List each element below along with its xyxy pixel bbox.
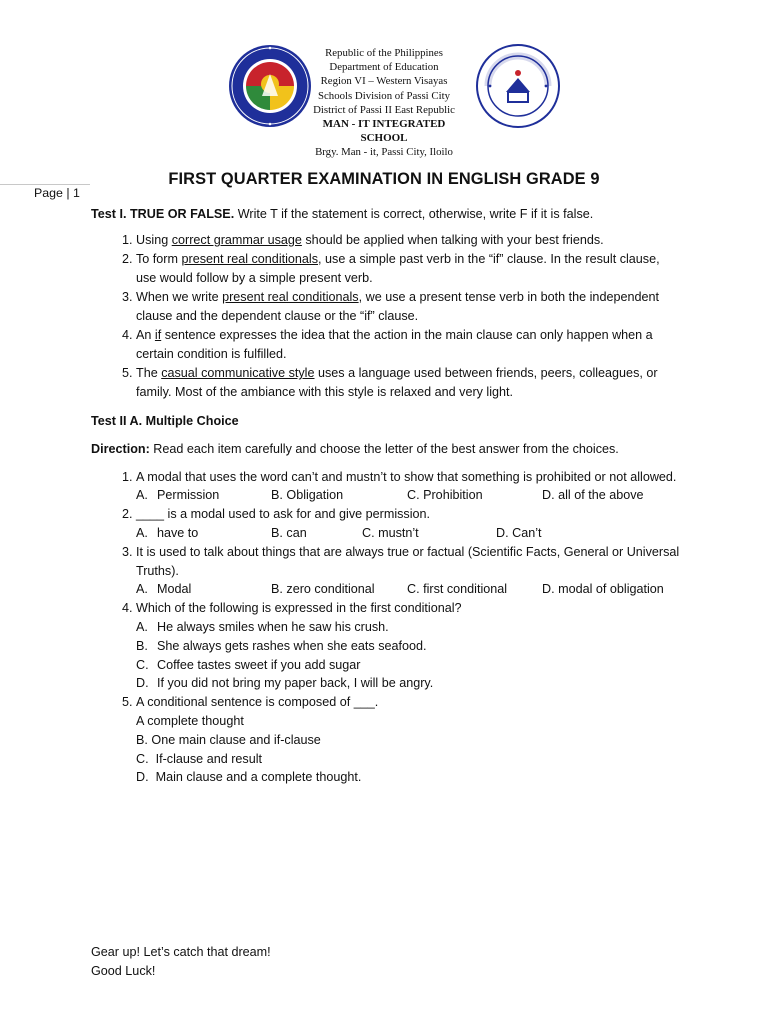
option-text: If you did not bring my paper back, I will be angry. <box>157 676 434 691</box>
option-text: C. Prohibition <box>407 488 483 503</box>
option-text: Modal <box>157 582 192 597</box>
school-seal-right <box>476 44 560 128</box>
test2-heading: Test II A. Multiple Choice <box>91 413 239 428</box>
mc-question <box>136 693 681 787</box>
item-text: , we use a present tense verb in both the independent clause and the dependent clause or the “if” clause. <box>136 289 659 323</box>
option-letter: D. <box>136 770 149 785</box>
option <box>136 674 681 693</box>
option <box>271 486 407 505</box>
option-text: Main clause and a complete thought. <box>155 770 362 785</box>
option-text: A complete thought <box>136 714 244 729</box>
option-letter: C. <box>136 657 149 672</box>
option-text: If-clause and result <box>155 751 262 766</box>
option-letter: A. <box>136 488 148 503</box>
question-text: Which of the following is expressed in the first conditional? <box>136 601 462 616</box>
option <box>496 524 542 543</box>
option-text: Permission <box>157 488 220 503</box>
item-text: When we write <box>136 289 223 304</box>
option <box>407 486 542 505</box>
option-text: She always gets rashes when she eats seafood. <box>157 638 427 653</box>
option <box>136 637 681 656</box>
item-text: To form <box>136 251 182 266</box>
closing-line: Good Luck! <box>91 963 156 978</box>
option <box>136 712 681 731</box>
option-letter: B. <box>136 638 148 653</box>
option <box>271 524 362 543</box>
option <box>136 731 681 750</box>
item-underlined: present real conditionals <box>222 289 359 304</box>
question-text: A modal that uses the word can’t and mustn’t to show that something is prohibited or not allowed. <box>136 469 677 484</box>
letterhead-line: Region VI – Western Visayas <box>320 75 448 88</box>
test1-item <box>136 364 681 402</box>
option-text: B. zero conditional <box>271 582 375 597</box>
test2-list <box>91 468 681 788</box>
item-underlined: present real conditionals <box>181 251 319 266</box>
option-letter: A. <box>136 582 148 597</box>
letterhead-line: Republic of the Philippines <box>325 47 443 59</box>
question-text: It is used to talk about things that are always true or factual (Scientific Facts, General or Universal Truths). <box>136 544 680 578</box>
item-text: Using <box>136 233 172 247</box>
option <box>542 580 664 599</box>
item-text: sentence expresses the idea that the action in the main clause can only happen when a certain condition is fulfilled. <box>136 327 653 361</box>
letterhead-line: Department of Education <box>329 61 439 74</box>
test1-item <box>136 326 681 364</box>
option-text: D. modal of obligation <box>542 582 664 597</box>
test1-item <box>136 231 681 250</box>
option-row <box>136 486 681 505</box>
test1-heading: Test I. TRUE OR FALSE. <box>91 207 235 221</box>
page-number: Page | 1 <box>34 186 80 200</box>
test1-instruction: Write T if the statement is correct, otherwise, write F if it is false. <box>234 207 594 221</box>
option <box>136 750 681 769</box>
letterhead-line: District of Passi II East Republic <box>313 103 455 116</box>
letterhead <box>300 46 468 160</box>
test1-heading-line <box>91 205 681 223</box>
item-text: uses a language used between friends, peers, colleagues, or family. Most of the ambiance with this style is relaxed and very light. <box>136 366 658 399</box>
option-text: have to <box>157 526 199 541</box>
option <box>542 486 644 505</box>
test1-item <box>136 250 681 288</box>
option-letter: C. <box>136 751 149 766</box>
option-text: D. Can’t <box>496 526 542 541</box>
item-underlined: correct grammar usage <box>171 233 302 247</box>
option-text: D. all of the above <box>542 488 644 503</box>
option <box>136 486 271 505</box>
option-list <box>136 712 681 787</box>
mc-question <box>136 543 681 599</box>
option <box>136 768 681 787</box>
option-letter: A. <box>136 526 148 541</box>
exam-title: FIRST QUARTER EXAMINATION IN ENGLISH GRADE 9 <box>168 170 600 188</box>
option-text: B. can <box>271 526 307 541</box>
option <box>136 618 681 637</box>
direction-line <box>91 440 681 458</box>
option <box>362 524 496 543</box>
option-text: Coffee tastes sweet if you add sugar <box>157 657 361 672</box>
option-letter: B. <box>136 732 148 747</box>
direction-text: Read each item carefully and choose the letter of the best answer from the choices. <box>149 441 619 456</box>
option-letter: A. <box>136 620 148 635</box>
option-row <box>136 580 681 599</box>
option-text: He always smiles when he saw his crush. <box>157 620 389 635</box>
option <box>136 656 681 675</box>
test1-item <box>136 288 681 326</box>
closing-message <box>91 943 271 980</box>
item-text: The <box>136 366 162 381</box>
closing-line: Gear up! Let’s catch that dream! <box>91 945 271 959</box>
question-text: A conditional sentence is composed of ___. <box>136 695 379 710</box>
item-underlined: if <box>154 327 162 342</box>
mc-question <box>136 599 681 693</box>
test1-list <box>91 231 681 402</box>
option <box>136 524 271 543</box>
item-text: An <box>136 327 155 342</box>
option-list <box>136 618 681 693</box>
option-text: C. mustn’t <box>362 526 419 541</box>
option <box>407 580 542 599</box>
exam-body <box>91 205 681 787</box>
question-text: ____ is a modal used to ask for and give permission. <box>136 507 431 522</box>
mc-question <box>136 505 681 543</box>
school-address: Brgy. Man - it, Passi City, Iloilo <box>315 146 453 159</box>
option-letter: D. <box>136 676 149 691</box>
option-text: One main clause and if-clause <box>151 732 321 747</box>
item-text: , use a simple past verb in the “if” clause. In the result clause, use would follow by a simple present verb. <box>136 251 660 285</box>
item-underlined: casual communicative style <box>161 366 315 381</box>
option <box>136 580 271 599</box>
direction-label: Direction: <box>91 441 150 456</box>
school-name: MAN - IT INTEGRATED SCHOOL <box>322 118 446 145</box>
option-text: B. Obligation <box>271 488 344 503</box>
item-text: should be applied when talking with your best friends. <box>301 233 604 247</box>
letterhead-line: Schools Division of Passi City <box>318 89 450 102</box>
option-text: C. first conditional <box>407 582 508 597</box>
option <box>271 580 407 599</box>
option-row <box>136 524 681 543</box>
mc-question <box>136 468 681 506</box>
